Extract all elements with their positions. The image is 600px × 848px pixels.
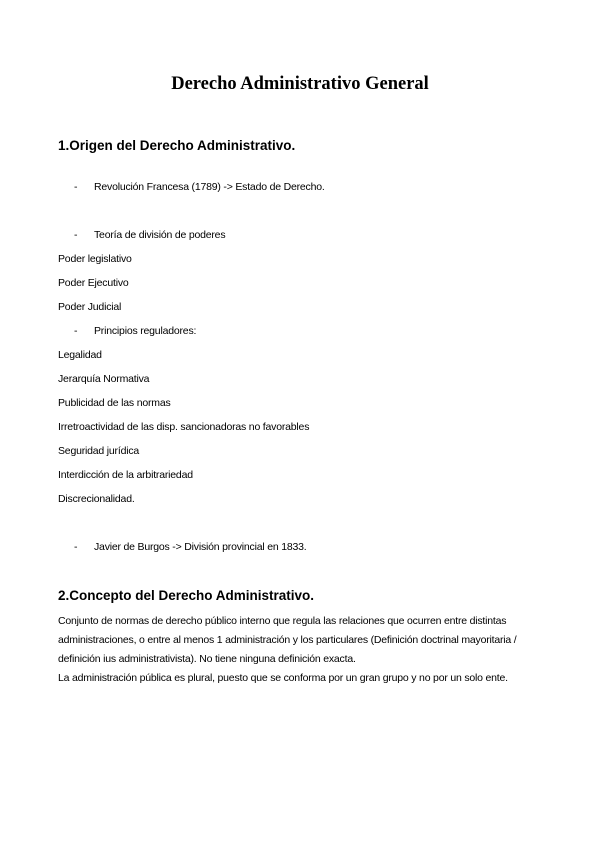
poder-ejecutivo: Poder Ejecutivo <box>58 277 129 289</box>
bullet-text: Revolución Francesa (1789) -> Estado de Derecho. <box>94 181 325 193</box>
bullet-division-poderes <box>74 229 225 241</box>
section-1-heading: 1.Origen del Derecho Administrativo. <box>58 138 296 153</box>
paragraph-plural: La administración pública es plural, puesto que se conforma por un gran grupo y no por un solo ente. <box>58 672 508 684</box>
paragraph-concepto: Conjunto de normas de derecho público interno que regula las relaciones que ocurren entre distintas administraciones, o entre al menos 1 administración y los particulares (Definición doctrinal mayoritaria / definición ius administrativista). No tiene ninguna definición exacta. <box>58 615 517 665</box>
bullet-text: Principios reguladores: <box>94 325 197 337</box>
bullet-dash: - <box>74 181 78 193</box>
principio-publicidad: Publicidad de las normas <box>58 397 171 409</box>
principio-discrecionalidad: Discrecionalidad. <box>58 493 135 505</box>
principio-irretroactividad: Irretroactividad de las disp. sancionadoras no favorables <box>58 421 310 433</box>
poder-judicial: Poder Judicial <box>58 301 122 313</box>
bullet-revolucion <box>74 181 325 193</box>
section-2-heading: 2.Concepto del Derecho Administrativo. <box>58 588 315 603</box>
principio-jerarquia: Jerarquía Normativa <box>58 373 150 385</box>
bullet-dash: - <box>74 325 78 337</box>
bullet-javier-burgos <box>74 541 306 553</box>
bullet-dash: - <box>74 541 78 553</box>
principio-interdiccion: Interdicción de la arbitrariedad <box>58 469 193 481</box>
bullet-dash: - <box>74 229 78 241</box>
page-title: Derecho Administrativo General <box>171 74 429 94</box>
bullet-principios <box>74 325 196 337</box>
bullet-text: Teoría de división de poderes <box>94 229 226 241</box>
principio-seguridad: Seguridad jurídica <box>58 445 140 457</box>
poder-legislativo: Poder legislativo <box>58 253 132 265</box>
principio-legalidad: Legalidad <box>58 349 102 361</box>
bullet-text: Javier de Burgos -> División provincial en 1833. <box>94 541 307 553</box>
